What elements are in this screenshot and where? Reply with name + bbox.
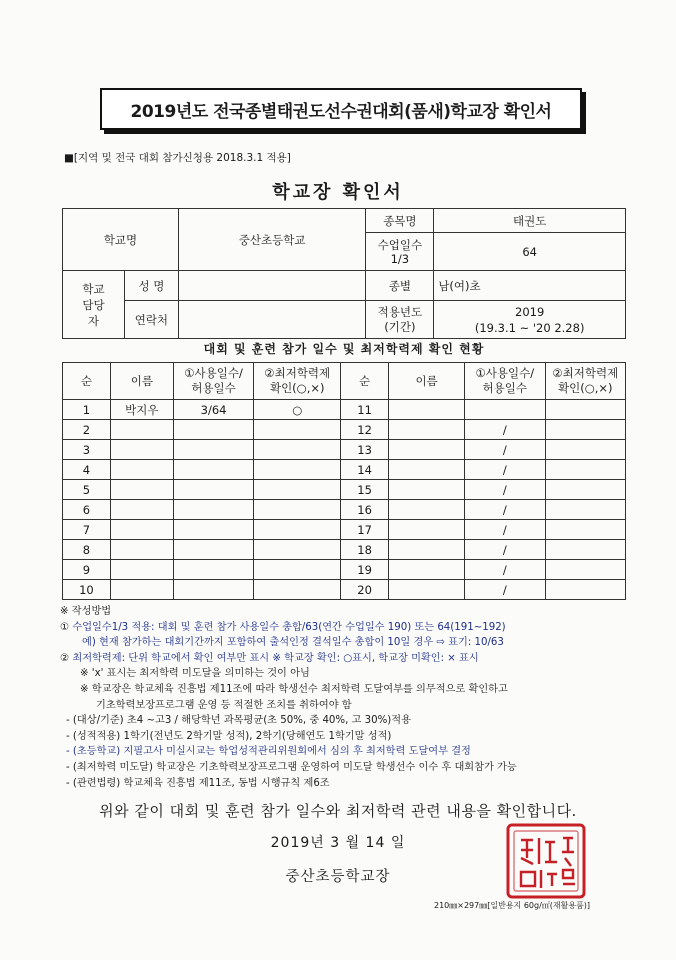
row-min	[254, 440, 341, 460]
row-no-right: 18	[341, 540, 389, 560]
note-2c: ※ 학교장은 학교체육 진흥법 제11조에 따라 학생선수 최저학력 도달여부를 의무적으로 확인하고	[80, 683, 508, 695]
header-no: 순	[63, 363, 111, 400]
name-value	[178, 271, 366, 301]
title-box	[100, 88, 582, 130]
note-2a	[60, 651, 620, 667]
row-days-right: /	[465, 420, 545, 440]
table-row	[63, 580, 626, 600]
status-title: 대회 및 훈련 참가 일수 및 최저학력제 확인 현황	[203, 342, 485, 356]
table-row	[63, 400, 626, 420]
header-days-right-line2: 허용일수	[482, 381, 528, 395]
table-row	[63, 440, 626, 460]
row-no: 9	[63, 560, 111, 580]
row-min-right	[545, 480, 625, 500]
note-1a-prefix: ①	[60, 621, 73, 633]
row-name	[110, 540, 173, 560]
row-min	[254, 520, 341, 540]
row-min-right	[545, 500, 625, 520]
row-min-right	[545, 560, 625, 580]
table-row	[63, 520, 626, 540]
row-min-right	[545, 580, 625, 600]
row-no-right: 12	[341, 420, 389, 440]
applicability-note: ■[지역 및 전국 대회 참가신청용 2018.3.1 적용]	[64, 152, 291, 164]
row-name	[110, 560, 173, 580]
row-name-right	[389, 540, 465, 560]
row-min: ○	[254, 400, 341, 420]
row-min	[254, 540, 341, 560]
info-table	[62, 208, 626, 339]
year-label: 적용년도 (기간)	[366, 301, 434, 339]
row-min-right	[545, 400, 625, 420]
row-min	[254, 460, 341, 480]
row-days	[173, 500, 253, 520]
row-name	[110, 440, 173, 460]
row-name-right	[389, 560, 465, 580]
header-min-line2: 확인(○,×)	[269, 381, 325, 395]
row-days-right: /	[465, 540, 545, 560]
row-no: 10	[63, 580, 111, 600]
table-row	[63, 540, 626, 560]
header-name: 이름	[110, 363, 173, 400]
note-2a-text: 최저학력제: 단위 학교에서 확인 여부만 표시 ※ 학교장 확인: ○표시, 학교장 미확인: × 표시	[72, 652, 479, 664]
row-days	[173, 580, 253, 600]
category-label: 종별	[366, 271, 434, 301]
row-name	[110, 520, 173, 540]
row-no-right: 19	[341, 560, 389, 580]
note-2d: 기초학력보장프로그램 운영 등 적절한 조치를 취하여야 함	[96, 699, 352, 711]
row-name	[110, 460, 173, 480]
row-days	[173, 440, 253, 460]
confirmation-statement: 위와 같이 대회 및 훈련 참가 일수와 최저학력 관련 내용을 확인합니다.	[99, 802, 577, 820]
row-no: 3	[63, 440, 111, 460]
row-name-right	[389, 480, 465, 500]
note-6: - (최저학력 미도달) 학교장은 기초학력보장프로그램 운영하여 미도달 학생선수 이수 후 대회참가 가능	[66, 761, 517, 773]
note-3: - (대상/기준) 초4 ~고3 / 해당학년 과목평균(초 50%, 중 40%, 고 30%)적용	[66, 715, 411, 727]
row-days	[173, 540, 253, 560]
page-title: 2019년도 전국종별태권도선수권대회(품새)학교장 확인서	[130, 101, 552, 122]
contact-label: 연락처	[124, 301, 178, 339]
table-row	[63, 460, 626, 480]
table-row	[63, 480, 626, 500]
principal-name: 중산초등학교장	[285, 869, 391, 885]
row-no: 7	[63, 520, 111, 540]
header-no-right: 순	[341, 363, 389, 400]
days-label: 수업일수 1/3	[366, 233, 434, 271]
row-name-right	[389, 440, 465, 460]
row-name-right	[389, 500, 465, 520]
paper-spec: 210㎜×297㎜[일반용지 60g/㎡(재활용품)]	[434, 901, 591, 910]
days-value: 64	[434, 233, 626, 271]
school-label: 학교명	[63, 209, 179, 271]
note-5: - (초등학교) 지필고사 미실시교는 학업성적관리위원회에서 심의 후 최저학력 도달여부 결정	[66, 746, 471, 758]
year-cell	[434, 301, 626, 339]
row-no-right: 14	[341, 460, 389, 480]
note-2a-prefix: ②	[60, 652, 73, 664]
note-1b: 예) 현재 참가하는 대회기간까지 포함하여 출석인정 결석일수 총합이 10일 경우 ⇨ 표기: 10/63	[82, 637, 504, 649]
row-no: 8	[63, 540, 111, 560]
header-days-line1: ①사용일수/	[184, 366, 243, 380]
header-min-line1: ②최저학력제	[264, 366, 331, 380]
row-no-right: 11	[341, 400, 389, 420]
status-table	[62, 362, 626, 600]
row-name: 박지우	[110, 400, 173, 420]
row-name	[110, 580, 173, 600]
row-days	[173, 460, 253, 480]
row-days-right: /	[465, 440, 545, 460]
header-days-right	[465, 363, 545, 400]
period-value: (19.3.1 ~ '20 2.28)	[474, 320, 585, 335]
table-row	[63, 560, 626, 580]
row-no: 1	[63, 400, 111, 420]
row-name-right	[389, 460, 465, 480]
event-label: 종목명	[366, 209, 434, 233]
row-min-right	[545, 540, 625, 560]
row-name	[110, 420, 173, 440]
row-no: 4	[63, 460, 111, 480]
row-no: 5	[63, 480, 111, 500]
row-name-right	[389, 420, 465, 440]
row-days-right: /	[465, 500, 545, 520]
table-row	[63, 420, 626, 440]
issue-date: 2019년 3 월 14 일	[270, 835, 406, 851]
row-days: 3/64	[173, 400, 253, 420]
row-no-right: 17	[341, 520, 389, 540]
header-min-right	[545, 363, 625, 400]
staff-label: 학교 담당자	[63, 271, 125, 339]
row-no-right: 16	[341, 500, 389, 520]
row-days-right	[465, 400, 545, 420]
row-no-right: 20	[341, 580, 389, 600]
row-no-right: 15	[341, 480, 389, 500]
row-name-right	[389, 520, 465, 540]
note-1a-text: 수업일수1/3 적용: 대회 및 훈련 참가 사용일수 총합/63(연간 수업일수 190) 또는 64(191~192)	[72, 621, 506, 633]
header-min-right-line1: ②최저학력제	[552, 366, 619, 380]
year-value: 2019	[515, 304, 545, 319]
row-days-right: /	[465, 460, 545, 480]
note-7: - (관련법령) 학교체육 진흥법 제11조, 동법 시행규칙 제6조	[66, 777, 330, 789]
row-min-right	[545, 440, 625, 460]
row-min	[254, 560, 341, 580]
row-name	[110, 500, 173, 520]
row-name-right	[389, 580, 465, 600]
row-min-right	[545, 460, 625, 480]
row-name-right	[389, 400, 465, 420]
row-min-right	[545, 520, 625, 540]
row-days	[173, 480, 253, 500]
row-min	[254, 480, 341, 500]
header-days	[173, 363, 253, 400]
school-value: 중산초등학교	[178, 209, 366, 271]
row-no: 6	[63, 500, 111, 520]
row-days-right: /	[465, 480, 545, 500]
row-days	[173, 560, 253, 580]
header-days-right-line1: ①사용일수/	[475, 366, 535, 380]
school-seal-stamp	[505, 822, 587, 900]
notes-heading: ※ 작성방법	[60, 606, 112, 617]
document-title: 학교장 확인서	[272, 182, 404, 203]
row-days	[173, 420, 253, 440]
row-no-right: 13	[341, 440, 389, 460]
row-min	[254, 420, 341, 440]
row-days	[173, 520, 253, 540]
row-days-right: /	[465, 580, 545, 600]
table-row	[63, 500, 626, 520]
event-value: 태권도	[434, 209, 626, 233]
header-min	[254, 363, 341, 400]
name-label: 성 명	[124, 271, 178, 301]
note-1a	[60, 620, 620, 636]
category-value: 남(여)초	[434, 271, 626, 301]
header-name-right: 이름	[389, 363, 465, 400]
row-no: 2	[63, 420, 111, 440]
row-days-right: /	[465, 560, 545, 580]
note-2b: ※ 'x' 표시는 최저학력 미도달을 의미하는 것이 아님	[80, 668, 310, 680]
row-name	[110, 480, 173, 500]
header-days-line2: 허용일수	[191, 381, 236, 395]
row-min	[254, 500, 341, 520]
contact-value	[178, 301, 366, 339]
header-min-right-line2: 확인(○,×)	[557, 381, 613, 395]
note-4: - (성적적용) 1학기(전년도 2학기말 성적), 2학기(당해연도 1학기말 성적)	[66, 730, 392, 742]
row-min-right	[545, 420, 625, 440]
instructions	[60, 604, 620, 791]
row-days-right: /	[465, 520, 545, 540]
row-min	[254, 580, 341, 600]
